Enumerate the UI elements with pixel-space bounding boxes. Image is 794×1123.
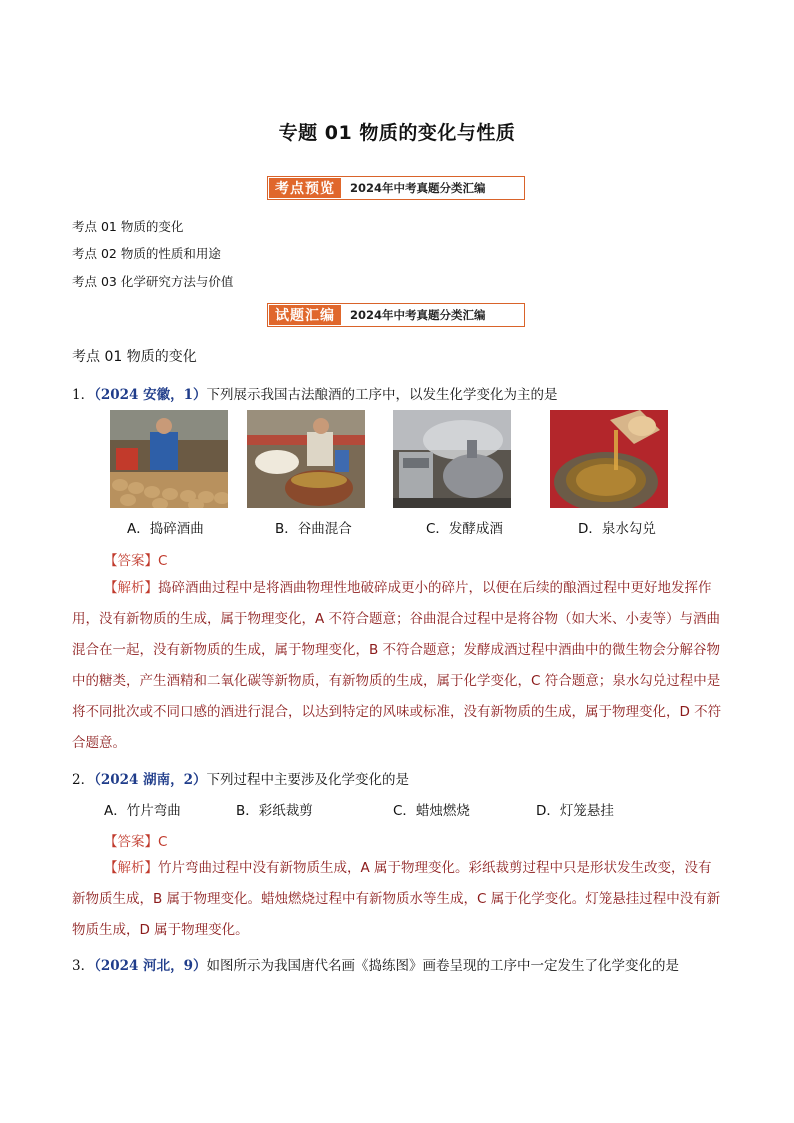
question-1 <box>72 383 558 403</box>
banner-subtitle: 2024年中考真题分类汇编 <box>350 181 486 195</box>
option-b: B．彩纸裁剪 <box>236 803 313 819</box>
question-text: 下列过程中主要涉及化学变化的是 <box>206 772 410 788</box>
exercises-banner <box>267 303 525 327</box>
option-caption-b: B．谷曲混合 <box>275 521 352 537</box>
analysis-text: 捣碎酒曲过程中是将酒曲物理性地破碎成更小的碎片，以便在后续的酿酒过程中更好地发挥作用，没有新物质的生成，属于物理变化，A 不符合题意；谷曲混合过程中是将谷物（如大米、小麦等）与酒曲混合在一起，没有新物质的生成，属于物理变化，B 不符合题意；发酵成酒过程中酒曲中的微生物会分解谷物中的糖类，产生酒精和二氧化碳等新物质，有新物质的生成，属于化学变化，C 符合题意；泉水勾兑过程中是将不同批次或不同口感的酒进行混合，以达到特定的风味或标准，没有新物质的生成，属于物理变化，D 不符合题意。 <box>72 580 722 751</box>
analysis-label: 【解析】 <box>104 580 158 596</box>
photo-c-fermentation <box>393 410 511 508</box>
analysis-text: 竹片弯曲过程中没有新物质生成，A 属于物理变化。彩纸裁剪过程中只是形状发生改变，没有新物质生成，B 属于物理变化。蜡烛燃烧过程中有新物质水等生成，C 属于化学变化。灯笼悬挂过程中没有新物质生成，D 属于物理变化。 <box>72 860 721 938</box>
option-c: C．蜡烛燃烧 <box>393 803 470 819</box>
analysis-1 <box>72 573 724 759</box>
option-d: D．灯笼悬挂 <box>536 803 614 819</box>
banner-subtitle: 2024年中考真题分类汇编 <box>350 308 486 322</box>
photo-b-mixing-grain <box>247 410 365 508</box>
page-title: 专题 01 物质的变化与性质 <box>278 122 516 144</box>
option-a: A．竹片弯曲 <box>104 803 181 819</box>
question-number: 2． <box>72 772 95 788</box>
photo-a-crushing-yeast <box>110 410 228 508</box>
option-caption-c: C．发酵成酒 <box>426 521 503 537</box>
analysis-2 <box>72 853 724 946</box>
banner-tag: 考点预览 <box>269 178 341 198</box>
toc-item: 考点 02 物质的性质和用途 <box>72 246 221 261</box>
question-text: 如图所示为我国唐代名画《捣练图》画卷呈现的工序中一定发生了化学变化的是 <box>206 958 680 974</box>
photo-d-blending-water <box>550 410 668 508</box>
section-heading: 考点 01 物质的变化 <box>72 349 197 365</box>
question-source: （2024 安徽，1） <box>94 387 207 403</box>
question-2 <box>72 768 409 788</box>
question-text: 下列展示我国古法酿酒的工序中，以发生化学变化为主的是 <box>206 387 558 403</box>
preview-banner <box>267 176 525 200</box>
question-number: 1． <box>72 387 95 403</box>
question-3 <box>72 954 679 974</box>
question-source: （2024 河北，9） <box>94 958 207 974</box>
question-source: （2024 湖南，2） <box>94 772 207 788</box>
option-caption-a: A．捣碎酒曲 <box>127 521 204 537</box>
banner-tag: 试题汇编 <box>269 305 341 325</box>
question-number: 3． <box>72 958 95 974</box>
answer-2: 【答案】C <box>104 834 168 850</box>
toc-item: 考点 01 物质的变化 <box>72 219 184 234</box>
option-caption-d: D．泉水勾兑 <box>578 521 656 537</box>
answer-1: 【答案】C <box>104 553 168 569</box>
toc-item: 考点 03 化学研究方法与价值 <box>72 274 234 289</box>
analysis-label: 【解析】 <box>104 860 158 876</box>
